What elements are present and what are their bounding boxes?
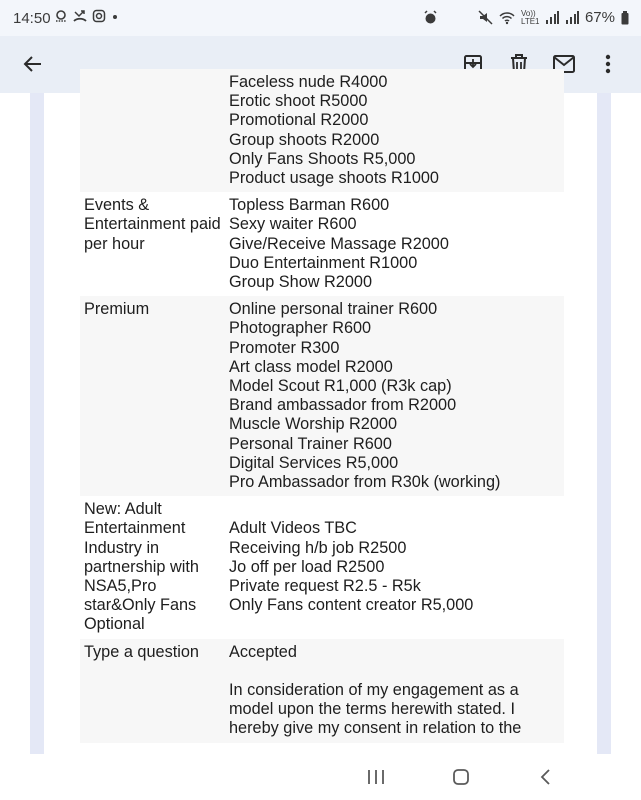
battery-icon [621,11,629,25]
service-item: Sexy waiter R600 [229,215,357,234]
back-arrow-icon[interactable] [19,50,47,78]
service-item: Art class model R2000 [229,357,393,376]
wifi-icon [499,11,515,25]
alarm-icon [423,10,438,25]
service-item: Private request R2.5 - R5k [229,577,421,596]
table-row [80,496,564,638]
service-item: Model Scout R1,000 (R3k cap) [229,377,452,396]
category-cell: Premium [80,296,225,496]
items-cell [225,192,564,296]
service-item: Digital Services R5,000 [229,453,399,472]
service-item: Only Fans content creator R5,000 [229,596,474,615]
service-item: Brand ambassador from R2000 [229,396,457,415]
service-item: Group Show R2000 [229,273,373,292]
service-item: Product usage shoots R1000 [229,169,439,188]
items-cell [225,639,564,743]
battery-level: 67% [584,9,615,26]
home-icon[interactable] [449,766,473,788]
items-cell [225,296,564,496]
navigation-bar [0,754,641,800]
service-item: Topless Barman R600 [229,196,390,215]
category-cell [80,69,225,192]
service-item: Only Fans Shoots R5,000 [229,149,416,168]
service-item: Online personal trainer R600 [229,300,438,319]
mute-icon [478,10,493,25]
service-item: Promoter R300 [229,338,340,357]
service-item: Faceless nude R4000 [229,73,388,91]
table-row [80,639,564,743]
items-cell [225,496,564,638]
service-item: Group shoots R2000 [229,130,380,149]
table-row [80,69,564,192]
service-item: Pro Ambassador from R30k (working) [229,473,501,492]
missed-call-icon [73,9,87,23]
table-row [80,192,564,296]
service-item: Personal Trainer R600 [229,434,392,453]
category-cell: Type a question [80,639,225,743]
volte-label: Vo)) LTE1 [520,8,540,26]
service-item: Duo Entertainment R1000 [229,253,418,272]
table-row [80,296,564,496]
service-item: Receiving h/b job R2500 [229,538,407,557]
message-viewer[interactable] [30,73,611,754]
answer-text: Accepted [229,642,297,661]
message-body [44,73,597,754]
services-table [80,69,564,743]
spacer [229,662,560,681]
service-item: Muscle Worship R2000 [229,415,398,434]
items-cell [225,69,564,192]
recent-apps-icon[interactable] [364,766,388,788]
more-vert-icon[interactable] [594,50,622,78]
status-time: 14:50 [13,10,51,27]
signal-icon [565,11,579,24]
service-item: Photographer R600 [229,319,372,338]
category-cell: New: Adult Entertainment Industry in partnership with NSA5,Pro star&Only Fans Optional [84,500,199,634]
service-item: Adult Videos TBC [229,519,357,538]
spacer [229,500,560,519]
notification-dot [111,9,119,23]
back-icon[interactable] [534,766,558,788]
voicemail-icon [54,9,68,23]
consent-paragraph: In consideration of my engagement as a model upon the terms herewith stated. I hereby give my consent in relation to the [229,681,522,738]
service-item: Erotic shoot R5000 [229,92,368,111]
service-item: Jo off per load R2500 [229,557,385,576]
service-item: Give/Receive Massage R2000 [229,234,449,253]
status-bar [0,0,641,36]
category-cell: Events & Entertainment paid per hour [84,196,221,253]
instagram-icon [92,9,106,23]
signal-icon [545,11,559,24]
service-item: Promotional R2000 [229,111,369,130]
